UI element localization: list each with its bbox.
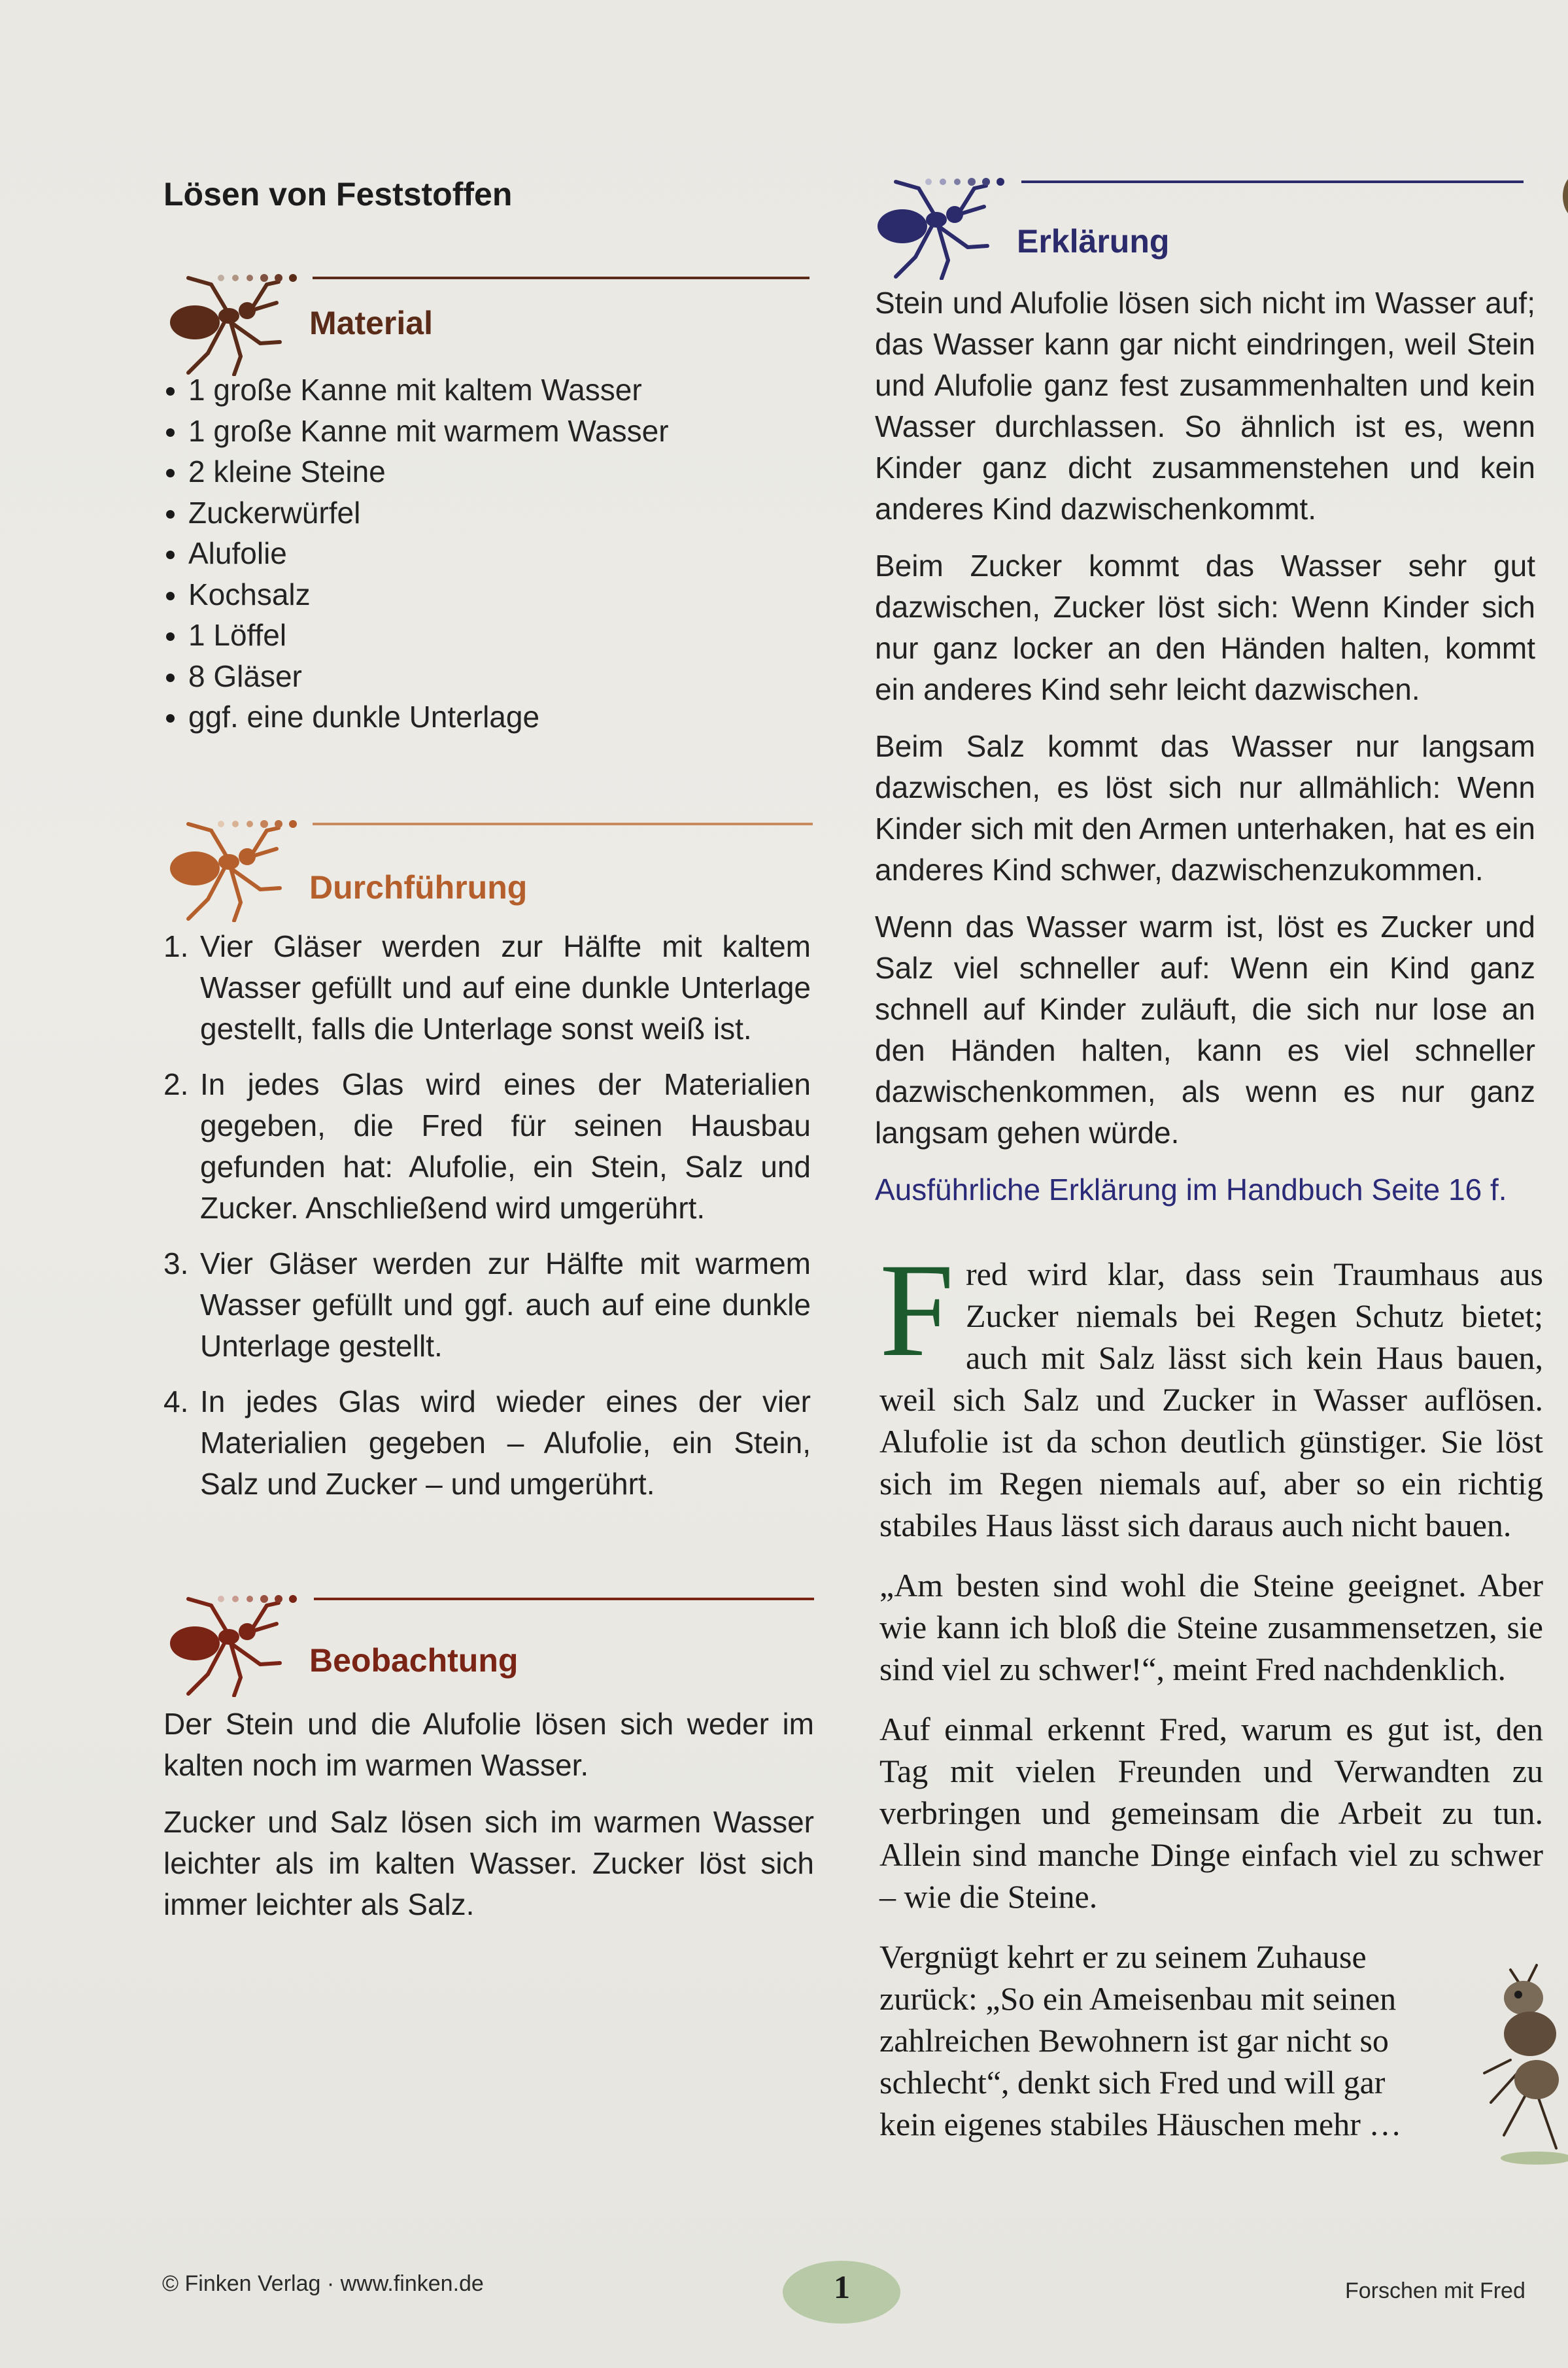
- beobachtung-title: Beobachtung: [309, 1642, 519, 1679]
- list-item: [163, 1064, 811, 1229]
- step-number: 1.: [163, 929, 189, 963]
- list-item: [163, 1381, 811, 1505]
- step-text: In jedes Glas wird eines der Materialien gegeben, die Fred für seinen Hausbau gefunden hat: Alufolie, ein Stein, Salz und Zucker. Anschließend wird umgerührt.: [200, 1067, 811, 1225]
- step-number: 3.: [163, 1246, 189, 1280]
- dots-decoration: [214, 817, 306, 831]
- step-text: Vier Gläser werden zur Hälfte mit warmem Wasser gefüllt und ggf. auch auf eine dunkle Unterlage gestellt.: [200, 1246, 811, 1363]
- drop-cap: F: [879, 1236, 955, 1384]
- list-item: Kochsalz: [163, 574, 669, 615]
- page-edge-tab: [1551, 170, 1568, 222]
- page-number: 1: [834, 2269, 850, 2305]
- section-rule: [313, 277, 810, 279]
- paragraph: Zucker und Salz lösen sich im warmen Wasser leichter als im kalten Wasser. Zucker löst sich immer leichter als Salz.: [163, 1805, 814, 1921]
- dots-decoration: [922, 175, 1014, 188]
- paragraph: Vergnügt kehrt er zu seinem Zuhause zurück: „So ein Ameisenbau mit seinen zahlreichen Bewohnern ist gar nicht so schlecht“, denkt sich Fred und will gar kein eigenes stabiles Häuschen mehr …: [879, 1938, 1402, 2142]
- paragraph: Der Stein und die Alufolie lösen sich weder im kalten noch im warmen Wasser.: [163, 1707, 814, 1782]
- list-item: 2 kleine Steine: [163, 451, 669, 492]
- durchfuehrung-steps: [163, 926, 811, 1519]
- durchfuehrung-header: [162, 811, 813, 922]
- dots-decoration: [214, 1592, 306, 1605]
- list-item: [163, 926, 811, 1050]
- ant-illustration: [1465, 1962, 1568, 2171]
- section-rule: [1021, 180, 1524, 183]
- paragraph: Wenn das Wasser warm ist, löst es Zucker und Salz viel schneller auf: Wenn ein Kind ganz schnell auf Kinder zuläuft, die sich nur lose an den Händen halten, kann es viel schneller dazwischenkommen, als wenn es nur ganz langsam gehen würde.: [875, 910, 1535, 1150]
- list-item: 1 große Kanne mit kaltem Wasser: [163, 369, 669, 411]
- erklaerung-header: [870, 169, 1524, 280]
- list-item: 8 Gläser: [163, 656, 669, 697]
- section-rule: [313, 823, 813, 825]
- paragraph: Beim Zucker kommt das Wasser sehr gut dazwischen, Zucker löst sich: Wenn Kinder sich nur ganz locker an den Händen halten, kommt ein anderes Kind sehr leicht dazwischen.: [875, 549, 1535, 706]
- step-number: 2.: [163, 1067, 189, 1101]
- erklaerung-title: Erklärung: [1017, 223, 1170, 260]
- list-item: 1 große Kanne mit warmem Wasser: [163, 411, 669, 452]
- beobachtung-text: [163, 1704, 814, 1925]
- page-title: Lösen von Feststoffen: [163, 176, 513, 213]
- material-list: [163, 369, 669, 738]
- step-text: Vier Gläser werden zur Hälfte mit kaltem Wasser gefüllt und auf eine dunkle Unterlage gestellt, falls die Unterlage sonst weiß ist.: [200, 929, 811, 1046]
- section-rule: [314, 1598, 814, 1600]
- footer-copyright: © Finken Verlag · www.finken.de: [162, 2271, 484, 2296]
- list-item: 1 Löffel: [163, 615, 669, 656]
- footer-series-title: Forschen mit Fred: [1345, 2278, 1525, 2303]
- list-item: [163, 1243, 811, 1367]
- paragraph: [879, 1236, 1543, 1546]
- dots-decoration: [214, 271, 306, 284]
- paragraph: „Am besten sind wohl die Steine geeignet. Aber wie kann ich bloß die Steine zusammensetzen, sie sind viel zu schwer!“, meint Fred nachdenklich.: [879, 1567, 1543, 1687]
- paragraph-text: red wird klar, dass sein Traumhaus aus Zucker niemals bei Regen Schutz bietet; auch mit Salz lässt sich kein Haus bauen, weil sich Salz und Zucker in Wasser auflösen. Alufolie ist da schon deutlich günstiger. Sie löst sich im Regen niemals auf, aber so ein richtig stabiles Haus lässt sich daraus auch nicht bauen.: [879, 1256, 1543, 1543]
- paragraph: Auf einmal erkennt Fred, warum es gut ist, den Tag mit vielen Freunden und Verwandten zu verbringen und gemeinsam die Arbeit zu tun. Allein sind manche Dinge einfach viel zu schwer – wie die Steine.: [879, 1711, 1543, 1915]
- handbook-reference: Ausführliche Erklärung im Handbuch Seite 16 f.: [875, 1173, 1507, 1207]
- material-header: [162, 265, 810, 376]
- story-text: [879, 1236, 1543, 2163]
- list-item: Zuckerwürfel: [163, 492, 669, 534]
- beobachtung-header: [162, 1586, 813, 1697]
- durchfuehrung-title: Durchführung: [309, 869, 528, 906]
- list-item: ggf. eine dunkle Unterlage: [163, 696, 669, 738]
- paragraph: Beim Salz kommt das Wasser nur langsam dazwischen, es löst sich nur allmählich: Wenn Kinder sich mit den Armen unterhaken, hat es ein anderes Kind schwer, dazwischenzukommen.: [875, 729, 1535, 887]
- paragraph: Stein und Alufolie lösen sich nicht im Wasser auf; das Wasser kann gar nicht eindringen, weil Stein und Alufolie ganz fest zusammenhalten und kein Wasser durchlassen. So ähnlich ist es, wenn Kinder ganz dicht zusammenstehen und kein anderes Kind dazwischenkommt.: [875, 286, 1535, 526]
- erklaerung-text: [875, 283, 1535, 1226]
- material-title: Material: [309, 305, 433, 341]
- step-number: 4.: [163, 1384, 189, 1418]
- list-item: Alufolie: [163, 533, 669, 574]
- step-text: In jedes Glas wird wieder eines der vier Materialien gegeben – Alufolie, ein Stein, Salz und Zucker – und umgerührt.: [200, 1384, 811, 1501]
